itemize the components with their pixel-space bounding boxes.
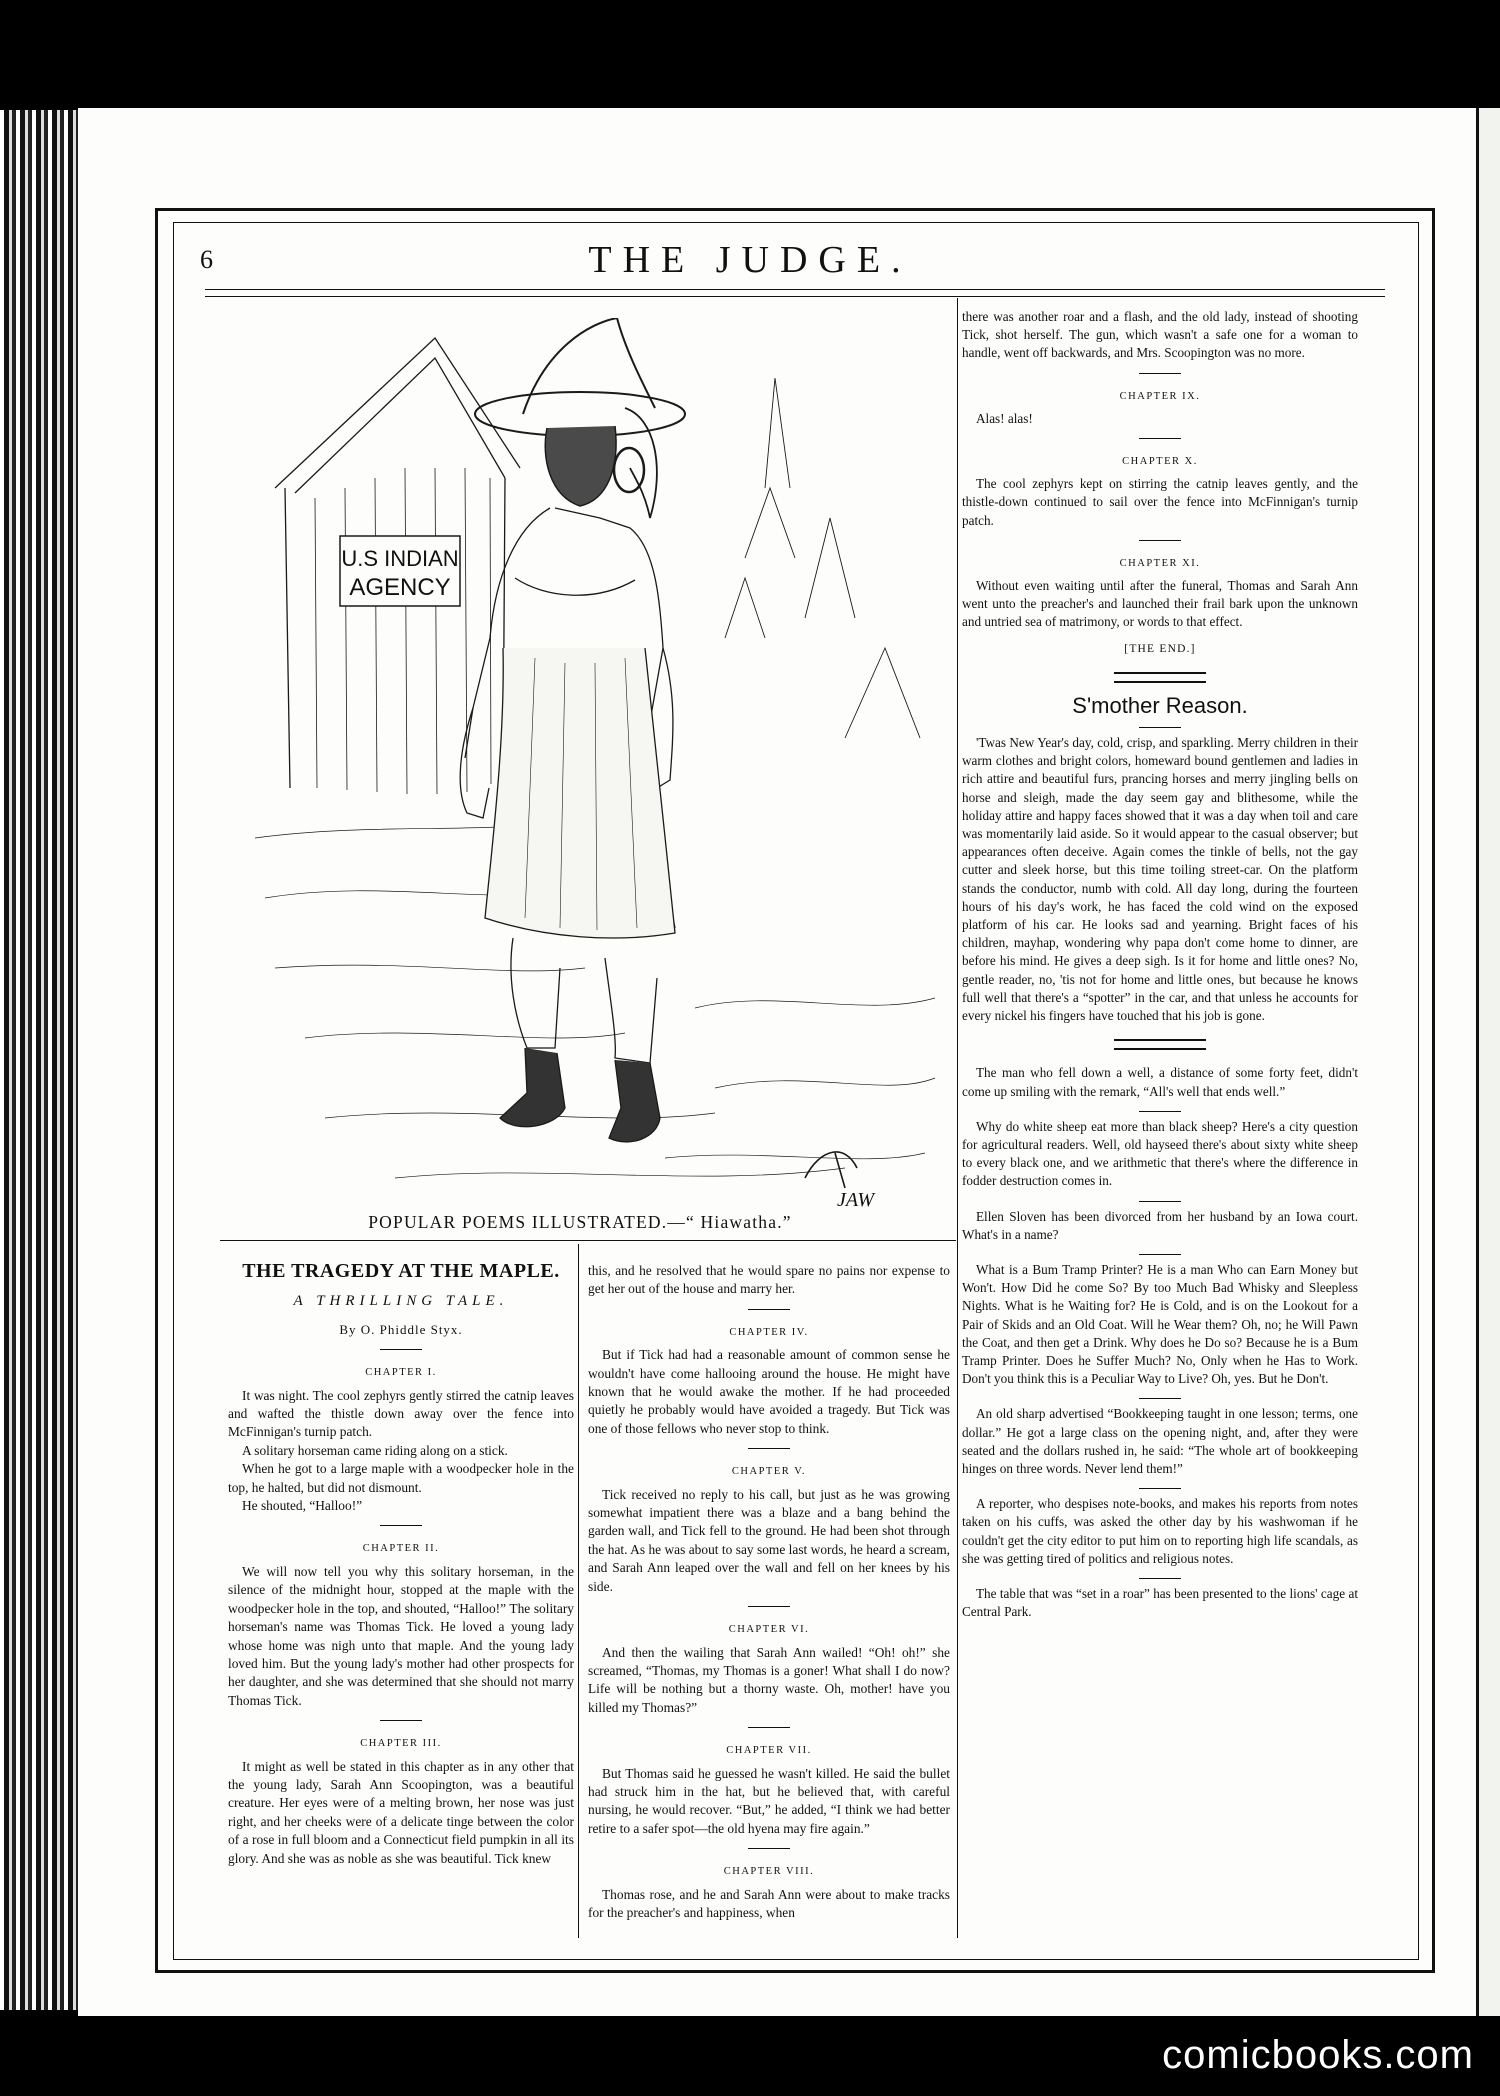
smother-reason-title: S'mother Reason. [1072,692,1248,718]
paragraph-item: The table that was “set in a roar” has been presented to the lions' cage at Central Park. [962,1585,1358,1620]
paragraph-item: A reporter, who despises note-books, and makes his reports from notes taken on his cuffs, was asked the other day by his washwoman if he couldn't get the city editor to put him on to reporting high life scandals, as she was getting tired of politics and religious notes. [962,1496,1358,1566]
double-rule [1114,672,1206,683]
separator-dash [380,1349,422,1350]
chapter-heading: CHAPTER V. [731,1466,807,1478]
page-number: 6 [200,245,213,274]
story-paragraph: He shouted, “Halloo!” [242,1498,363,1514]
next-page-edge [1476,108,1500,2016]
separator-dash [1139,373,1181,374]
chapter-heading: CHAPTER III. [360,1738,442,1750]
paragraph-item: What is a Bum Tramp Printer? He is a man Who can Earn Money but Won't. How Did he come So? By too Much Bad Whisky and Sleepless Nights. What is he Waiting for? He is Cold, and is on the Lookout for a Pair of Skids and an Old Coat. Will he Wear them? Oh, no; he Will Pawn the Coat, and then get a Drink. Why does he Do so? Because he is a Bum Tramp Printer. Does he Suffer Much? No, Only when he Has to Work. Don't you think this is a Peculiar Way to Live? Oh, yes. But he Don't. [962,1261,1358,1387]
story-paragraph: But if Tick had had a reasonable amount of common sense he wouldn't have come hallooing around the house. He might have known that he would awake the mother. If he had proceeded quietly he probably would have avoided a tragedy. But Tick was one of those fellows who never stop to think. [588,1347,950,1436]
story-subtitle: A THRILLING TALE. [293,1293,509,1310]
story-paragraph: We will now tell you why this solitary horseman, in the silence of the midnight hour, stopped at the maple with the woodpecker hole in the top, and shouted, “Halloo!” The solitary horseman's name was Thomas Tick. He loved a young lady whose home was nigh unto that maple. And the young lady loved him. But the young lady's mother had other prospects for her daughter, and she was determined that she should not marry Thomas Tick. [228,1563,574,1708]
sign-agency-line1: U.S INDIAN [341,546,459,571]
chapter-heading: CHAPTER VII. [726,1745,812,1757]
separator-dash [1139,1488,1181,1489]
separator-dash [748,1727,790,1728]
story-byline: By O. Phiddle Styx. [339,1321,463,1337]
chapter-heading: CHAPTER VIII. [723,1866,815,1878]
separator-dash [1139,1201,1181,1202]
paragraph-item: Ellen Sloven has been divorced from her husband by an Iowa court. What's in a name? [962,1208,1358,1242]
chapter-heading: CHAPTER I. [365,1367,437,1379]
separator-dash [1139,1578,1181,1579]
chapter-heading: CHAPTER IV. [729,1326,809,1338]
smother-reason-body: 'Twas New Year's day, cold, crisp, and sparkling. Merry children in their warm clothes and bright colors, homeward bound gentlemen and ladies in rich attire and beautiful furs, prancing horses and merry jingling bells on horse and sleigh, made the day seem gay and blithesome, while the holiday attire and happy faces showed that it was a day when toil and care was momentarily laid aside. So it would appear to the casual observer; but appearances often deceive. Again comes the tinkle of bells, not the gay cutter and sleek horse, but this time toiling street-car. On the platform stands the conductor, numb with cold. All day long, during the fourteen hours of his day's work, he has faced the cold wind on the exposed platform of his car. He looks sad and yearning. Bright faces of his children, mayhap, wondering why papa don't come home to dinner, are before his mind. He gives a deep sigh. Is it for home and little ones? No, gentle reader, no, 'tis not for home and little ones, but because he knows full well that there's a “spotter” in the car, and that unless he accounts for every nickel his fingers have touched that his job is gone. [962,735,1358,1024]
story-paragraph: A solitary horseman came riding along on a stick. [242,1442,508,1458]
paragraph-item: The man who fell down a well, a distance of some forty feet, didn't come up smiling with the remark, “All's well that ends well.” [962,1065,1358,1099]
illustration-bottom-rule [220,1240,956,1241]
chapter-heading: CHAPTER VI. [728,1624,810,1636]
story-title: THE TRAGEDY AT THE MAPLE. [242,1260,560,1282]
separator-dash [748,1448,790,1449]
separator-dash [748,1848,790,1849]
story-column-middle [588,1262,950,1922]
story-column-left [228,1258,574,1868]
story-paragraph: Thomas rose, and he and Sarah Ann were about to make tracks for the preacher's and happiness, when [588,1886,950,1920]
story-end-mark: [THE END.] [1124,642,1196,655]
illustration-caption: POPULAR POEMS ILLUSTRATED.—“ Hiawatha.” [368,1212,792,1232]
right-column [962,308,1358,1621]
story-paragraph: Tick received no reply to his call, but just as he was growing somewhat impatient there was a blaze and a bang behind the garden wall, and Tick fell to the ground. He had been shot through the hat. As he was about to say some last words, he heard a scream, and Sarah Ann leaped over the wall and fell on her knees by his side. [588,1486,950,1594]
story-paragraph: Alas! alas! [976,410,1033,426]
chapter-heading: CHAPTER X. [1122,456,1198,468]
masthead-rule-top [205,289,1385,290]
hiawatha-illustration [245,318,945,1213]
column-divider-right [957,298,958,1938]
site-watermark: comicbooks.com [1162,2033,1474,2077]
story-paragraph: The cool zephyrs kept on stirring the catnip leaves gently, and the thistle-down continued to sail over the fence into McFinnigan's turnip patch. [962,476,1358,528]
story-paragraph: It might as well be stated in this chapter as in any other that the young lady, Sarah Ann Scoopington, was a beautiful creature. Her eyes were of a melting brown, her nose was just right, and her cheeks were of a delicate tinge between the color of a rose in full bloom and a Connecticut field pumpkin in all its glory. And she was as noble as she was beautiful. Tick knew [228,1758,574,1866]
chapter-heading: CHAPTER IX. [1119,390,1201,402]
chapter-heading: CHAPTER XI. [1119,557,1201,569]
separator-dash [1139,438,1181,439]
masthead-rule-bottom [205,296,1385,297]
artist-signature: JAW [837,1189,875,1211]
separator-dash [380,1525,422,1526]
story-paragraph: And then the wailing that Sarah Ann wailed! “Oh! oh!” she screamed, “Thomas, my Thomas is a goner! What shall I do now? Life will be nothing but a thorny waste. Oh, mother! have you killed my Thomas?” [588,1644,950,1715]
sign-agency-line2: AGENCY [349,574,451,601]
separator-dash [1139,727,1181,728]
binding-edge [0,110,80,2010]
story-paragraph: When he got to a large maple with a woodpecker hole in the top, he halted, but did not dismount. [228,1461,574,1495]
separator-dash [748,1309,790,1310]
column-divider-middle [578,1244,579,1938]
separator-dash [1139,1398,1181,1399]
story-paragraph: But Thomas said he guessed he wasn't killed. He said the bullet had struck him in the hat, but he believed that, with careful nursing, he would recover. “But,” he added, “I think we had better retire to a safer spot—the old hyena may fire again.” [588,1765,950,1836]
story-paragraph: this, and he resolved that he would spare no pains nor expense to get her out of the house and marry her. [588,1263,950,1297]
story-paragraph: there was another roar and a flash, and the old lady, instead of shooting Tick, shot herself. The gun, which wasn't a safe one for a woman to handle, went off backwards, and Mrs. Scoopington was no more. [962,309,1358,361]
story-paragraph: It was night. The cool zephyrs gently stirred the catnip leaves and wafted the thistle down away over the fence into McFinnigan's turnip patch. [228,1387,574,1440]
separator-dash [380,1720,422,1721]
separator-dash [1139,540,1181,541]
chapter-heading: CHAPTER II. [362,1543,440,1555]
paragraph-item: Why do white sheep eat more than black sheep? Here's a city question for agricultural readers. Well, old hayseed there's about sixty white sheep to every black one, and we arithmetic that there's where the difference in fodder destruction comes in. [962,1118,1358,1189]
masthead-title: THE JUDGE. [588,239,912,281]
separator-dash [1139,1111,1181,1112]
story-paragraph: Without even waiting until after the funeral, Thomas and Sarah Ann went unto the preacher's and launched their frail bark upon the unknown and untried sea of matrimony, or words to that effect. [962,578,1358,630]
paragraph-item: An old sharp advertised “Bookkeeping taught in one lesson; terms, one dollar.” He got a large class on the opening night, and, after they were seated and the dollars rushed in, he said: “The whole art of bookkeeping hinges on three words. Never lend them!” [962,1406,1358,1476]
double-rule [1114,1039,1206,1050]
separator-dash [1139,1254,1181,1255]
separator-dash [748,1606,790,1607]
